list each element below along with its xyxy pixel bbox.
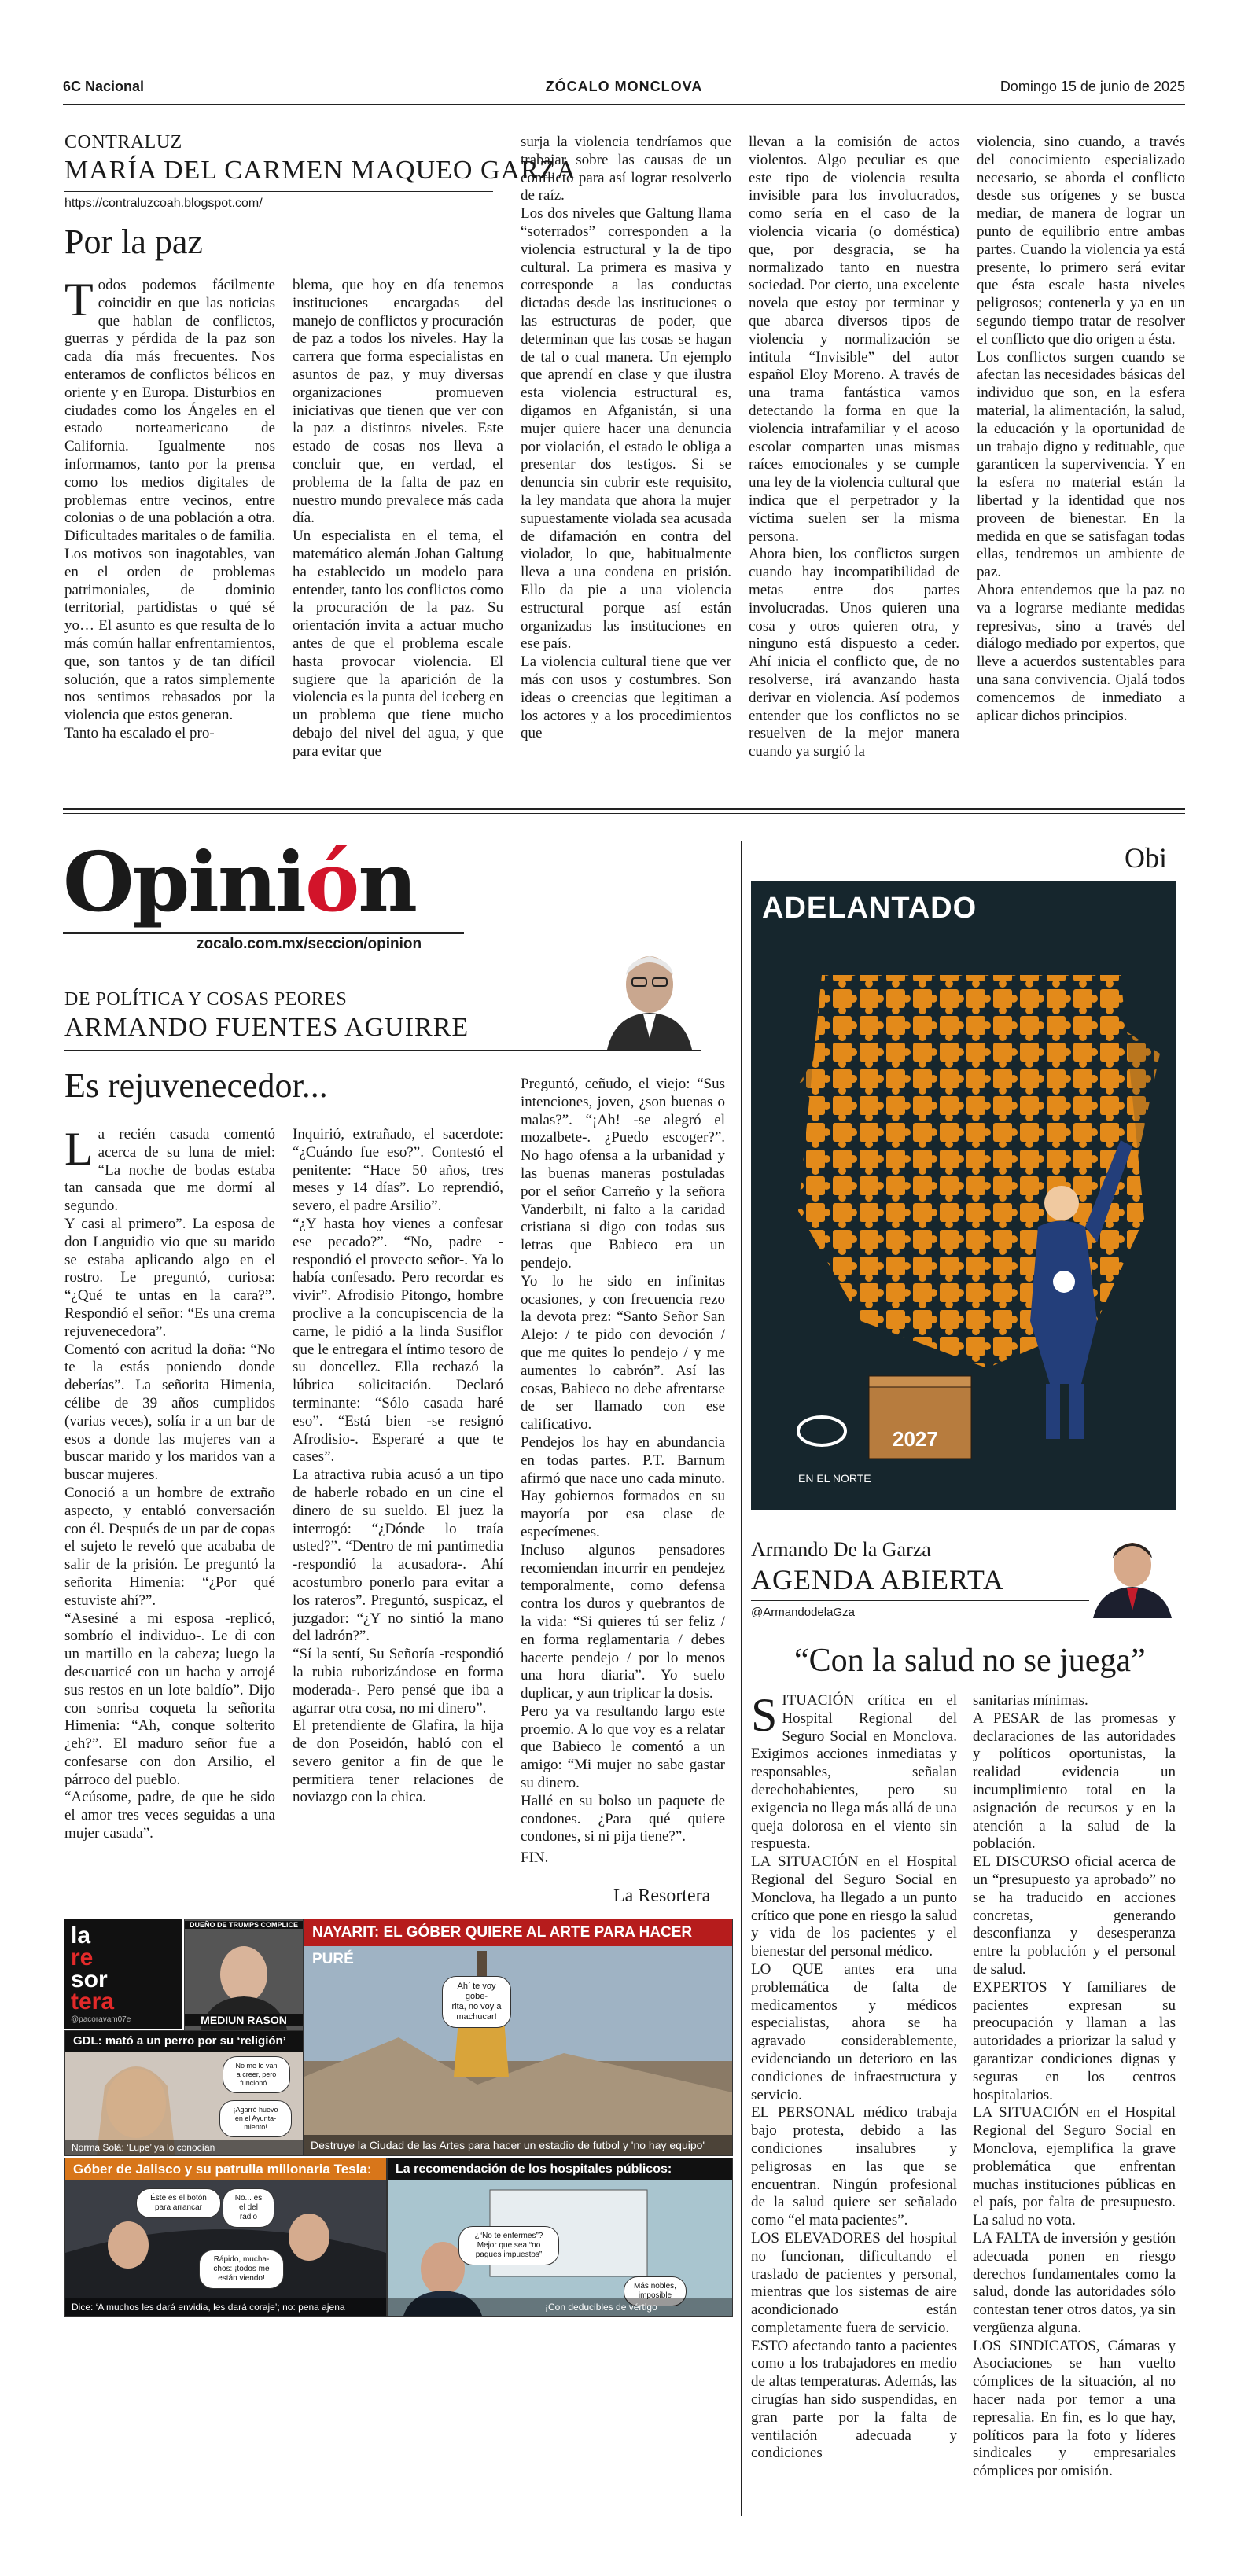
- article-column-2: [293, 277, 503, 761]
- author-underline: [64, 191, 493, 192]
- agenda-title: “Con la salud no se juega”: [794, 1643, 1146, 1679]
- drop-cap: L: [64, 1123, 94, 1175]
- logo-line: sor: [71, 1967, 108, 1993]
- speech-bubble: No... es el del radio: [223, 2188, 274, 2228]
- speech-bubble: Rápido, mucha- chos: ¡todos me están viendo!: [199, 2250, 284, 2289]
- column-divider: [741, 841, 742, 2516]
- speech-bubble: ¡Agarré huevo en el Ayunta- miento!: [219, 2100, 292, 2137]
- panel-title: Góber de Jalisco y su patrulla millonaria Tesla:: [65, 2158, 386, 2180]
- article-text: Inquirió, extrañado, el sacerdote: “¿Cuándo fue eso?”. Contestó el penitente: “Hace 50 años, tres meses y 14 días”. Lo reprendió, severo, el padre Arsilio”. “¿Y hasta hoy vienes a confesar ese pecado?”. “No, padre -respondió el provecto señor-. Ya lo había confesado. Pero recordar es vivir”. Afrodisio Pitongo, hombre proclive a la concupiscencia de la carne, le pidió a la linda Susiflor que le entregara el íntimo tesoro de su doncellez. Ella rechazó la lúbrica solicitación. Declaró terminante: “Sólo casada haré eso”. “Está bien -se resignó Afrodisio-. Esperaré a que te cases”. La atractiva rubia acusó a un tipo de haberle robado en un cine el dinero de su sueldo. El juez la interrogó: “¿Dónde lo traía usted?”. “Dentro de mi pantimedia -respondió la acusadora-. Ahí acostumbro ponerlo para evitar a los rateros”. Preguntó, suspicaz, el juzgador: “¿Y no sintió la mano del ladrón?”. “Sí la sentí, Su Señoría -respondió la rubia ruborizándose en forma moderada-. Pero pensé que iba a agarrar otra cosa, no mi dinero”. El pretendiente de Glafira, la hija de don Poseidón, habló con el severo genitor a fin de que le permitiera tener relaciones de noviazgo con la chica.: [293, 1126, 504, 1806]
- column-kicker: CONTRALUZ: [64, 132, 182, 153]
- agenda-text: sanitarias mínimas. A PESAR de las promesas y declaraciones de las autoridades y políticos oportunistas, la realidad evidencia un incumplimiento total en la asignación de recursos y en la atención a la salud de la población. EL DISCURSO oficial acerca de un “presupuesto ya aprobado” no se ha traducido en acciones concretas, generando desconfianza y desesperanza entre la población y el personal de salud. EXPERTOS Y familiares de pacientes expresan su preocupación y llaman a las autoridades a priorizar la salud y garantizar condiciones dignas y seguras en los centros hospitalarios. LA SITUACIÓN en el Hospital Regional del Seguro Social en Monclova, ejemplifica la grave problemática que enfrentan muchas instituciones públicas en el país, por falta de presupuesto. La salud no vota. LA FALTA de inversión y gestión adecuada ponen en riesgo derechos fundamentales como la salud, donde las autoridades sólo contestan tener otros datos, ya sin vergüenza alguna. LOS SINDICATOS, Cámaras y Asociaciones se han vuelto cómplices de la situación, al no hacer nada por temor a una represalia. En fin, es lo que hay, políticos para la foto y líderes sindicales y empresariales cómplices por omisión.: [973, 1692, 1176, 2480]
- cartoonist-name: Obi: [1125, 842, 1167, 874]
- drop-cap: S: [751, 1689, 778, 1741]
- agenda-handle[interactable]: @ArmandodelaGza: [751, 1606, 855, 1619]
- section-divider: [63, 808, 1185, 810]
- resortera-panel-nayarit: [304, 1919, 733, 2156]
- resortera-panel-hospitales: [387, 2158, 733, 2317]
- agenda-column-2: [973, 1692, 1176, 2481]
- opinion-logo-end: n: [358, 834, 416, 930]
- article-column-4: [749, 134, 959, 761]
- resortera-strip: [184, 1919, 304, 2030]
- article-title: Es rejuvenecedor...: [64, 1066, 328, 1105]
- article-text: llevan a la comisión de actos violentos. Algo peculiar es que este tipo de violencia resulta invisible para los involucrados, como sería en el caso de la violencia vicaria (o doméstica) que, por desgracia, se ha normalizado tanto en nuestra sociedad. Por cierto, una excelente novela que estoy por terminar y que abarca diversos tipos de violencia y normalización se intitula “Invisible” del autor español Eloy Moreno. A través de una trama fantástica vamos detectando la forma en que la violencia intrafamiliar y el acoso escolar comparten unas mismas raíces emocionales y se cumple una ley de la violencia cultural que indica que el perpetrador y la víctima suelen ser la misma persona. Ahora bien, los conflictos surgen cuando hay incompatibilidad de metas entre dos partes involucradas. Unos quieren una cosa y otros quieren otra, y ninguno está dispuesto a ceder. Ahí inicia el conflicto que, de no resolverse, irá avanzando hasta derivar en violencia. Así podemos entender que los conflictos no se resuelven de la mejor manera cuando ya surgió la: [749, 134, 959, 760]
- resortera-title: La Resortera: [613, 1886, 711, 1906]
- logo-line: tera: [71, 1989, 115, 2015]
- newspaper-name: ZÓCALO MONCLOVA: [545, 79, 703, 94]
- speech-bubble: Ahí te voy gobe- rita, no voy a machucar!: [442, 1976, 511, 2028]
- opinion-logo-accent: ó: [304, 834, 359, 930]
- article-column-1: [64, 274, 275, 743]
- agenda-author: Armando De la Garza: [751, 1538, 931, 1561]
- cartoon-signature: EN EL NORTE: [798, 1472, 871, 1485]
- article-column-1: [64, 1123, 275, 1843]
- column-kicker: DE POLÍTICA Y COSAS PEORES: [64, 989, 348, 1010]
- drop-cap: T: [64, 274, 94, 326]
- column-author: MARÍA DEL CARMEN MAQUEO GARZA: [64, 156, 577, 185]
- panel-caption: ¡Con deducibles de vértigo: [388, 2298, 732, 2316]
- panel-caption: Destruye la Ciudad de las Artes para hacer un estadio de futbol y 'no hay equipo': [304, 2135, 732, 2155]
- speech-bubble: ¿“No te enfermes”? Mejor que sea “no pagues impuestos”: [458, 2226, 559, 2265]
- section-divider-thin: [63, 813, 1185, 814]
- agenda-column-1: [751, 1689, 957, 2463]
- author-photo: [599, 944, 700, 1050]
- article-text: odos podemos fácilmente coincidir en que las noticias que hablan de conflictos, guerras y pérdida de la paz son cada día más frecuentes. Nos enteramos de conflictos bélicos en oriente y en Europa. Disturbios en ciudades como los Ángeles en el estado norteamericano de California. Igualmente nos informamos, tanto por la prensa como los medios digitales de problemas entre vecinos, entre colonias o de una población a otra. Dificultades maritales o de familia. Los motivos son inagotables, van en el orden de problemas patrimoniales, de dominio territorial, partidistas o qué sé yo… El asunto es que resulta de lo más común hallar enfrentamientos, que, son tantos y de tan difícil solución, que a ratos simplemente nos sentimos rebasados por la violencia que estos generan. Tanto ha escalado el pro-: [64, 277, 275, 742]
- panel-caption: Norma Solá: ‘Lupe’ ya lo conocían: [65, 2140, 303, 2155]
- cartoon-title: ADELANTADO: [762, 892, 977, 925]
- resortera-handle: @pacoravam07e: [71, 2015, 131, 2024]
- author-photo: [1089, 1532, 1176, 1618]
- cartoon-box-label: 2027: [893, 1427, 938, 1451]
- speech-bubble: Éste es el botón para arrancar: [136, 2188, 221, 2218]
- article-column-2: [293, 1126, 503, 1807]
- resortera-panel-jalisco: [64, 2158, 387, 2317]
- speech-bubble: Más nobles, imposible: [624, 2276, 687, 2306]
- article-text: blema, que hoy en día tenemos instituciones encargadas del manejo de conflictos y procuración de paz a todos los niveles. Hay la carrera que forma especialistas en asuntos de paz, y muy diversas organizaciones promueven iniciativas que tienen que ver con la paz a distintos niveles. Este estado de cosas nos lleva a concluir que, en verdad, el problema de la falta de paz en nuestro mundo prevalece más cada día. Un especialista en el tema, el matemático alemán Johan Galtung ha establecido un modelo para entender, tanto los conflictos como la procuración de la paz. Su orientación invita a actuar mucho antes de que el problema escale hasta provocar violencia. El sugiere que la aparición de la violencia es la punta del iceberg en un problema que tiene mucho debajo del nivel del agua, y que para evitar que: [293, 277, 504, 760]
- logo-line: la: [71, 1923, 91, 1949]
- article-column-3: [521, 134, 731, 743]
- article-end-mark: FIN.: [521, 1849, 549, 1867]
- panel-title: GDL: mató a un perro por su ‘religión’: [65, 2031, 303, 2052]
- opinion-url[interactable]: zocalo.com.mx/seccion/opinion: [197, 936, 422, 952]
- section-label: 6C Nacional: [63, 79, 145, 94]
- article-text: surja la violencia tendríamos que trabajar sobre las causas de un conflicto para así lograr resolverlo de raíz. Los dos niveles que Galtung llama “soterrados” corresponden a la violencia estructural y la de tipo cultural. La primera es masiva y corresponde a las conductas dictadas desde las instituciones o las estructuras de poder, que determinan que las cosas se hagan de tal o cual manera. Un ejemplo que aprendí en clase y que ilustra esta violencia estructural es, digamos en Afganistán, si una mujer quiere hacer una denuncia por violación, el estado le obliga a presentar dos testigos. Si se denuncia sin cubrir este requisito, la ley mandata que ahora la mujer supuestamente violada sea acusada de difamación en contra del violador, lo que, habitualmente lleva a una condena en prisión. Ello da pie a una violencia estructural porque así están organizadas las instituciones en ese país. La violencia cultural tiene que ver más con usos y costumbres. Son ideas o creencias que legitiman a los actores y a los procedimientos que: [521, 134, 731, 742]
- strip-label: MEDIUN RASON: [185, 2014, 303, 2026]
- masthead-rule: [63, 932, 464, 934]
- panel-title: La recomendación de los hospitales públicos:: [388, 2158, 732, 2180]
- agenda-column-name: AGENDA ABIERTA: [751, 1564, 1004, 1595]
- author-underline: [64, 1050, 701, 1051]
- speech-bubble: No me lo van a creer, pero funcionó...: [223, 2056, 290, 2093]
- article-text: Preguntó, ceñudo, el viejo: “Sus intenciones, joven, ¿son buenas o malas?”. “¡Ah! -se alegró el mozalbete-. ¿Puedo escoger?”. No hago ofensa a la urbanidad y las buenas maneras postuladas por el señor Carreño y la señora Vanderbilt, ni falto a la caridad cristiana si digo con todas sus letras que Babieco era un pendejo. Yo lo he sido en infinitas ocasiones, y con frecuencia rezo la devota prez: “Santo Señor San Alejo: / te pido con devoción / que me quites lo pendejo / y me aumentes lo cabrón”. Así las cosas, Babieco no debe afrentarse de ser llamado con ese calificativo. Pendejos los hay en abundancia en todas partes. P.T. Barnum afirmó que nace uno cada minuto. Hay gobiernos formados en su mayoría por esa clase de especímenes. Incluso algunos pensadores recomiendan incurrir en pendejez temporalmente, como defensa contra los duros y quebrantos de la vida: “Si quieres tú ser feliz / en forma reglamentaria / debes hacerte pendejo / por lo menos una hora diaria”. Yo suelo duplicar, y aun triplicar la dosis. Pero ya va resultando largo este proemio. A lo que voy es a relatar que Babieco le comentó a un amigo: “Mi mujer no sabe gastar su dinero. Hallé en su bolso un paquete de condones. ¿Para qué quiere condones, si ni pija tiene?”.: [521, 1076, 725, 1846]
- author-blog-link[interactable]: https://contraluzcoah.blogspot.com/: [64, 197, 263, 210]
- panel-title: NAYARIT: EL GÓBER QUIERE AL ARTE PARA HACER PURÉ: [304, 1919, 732, 1946]
- article-title: Por la paz: [64, 223, 203, 261]
- opinion-logo-text: Opini: [63, 834, 305, 930]
- logo-line: re: [71, 1945, 94, 1971]
- editorial-cartoon: [751, 881, 1176, 1510]
- article-text: a recién casada comentó acerca de su luna de miel: “La noche de bodas estaba tan cansada que me dormí al segundo. Y casi al primero”. La esposa de don Languidio vio que su marido se estaba aplicando algo en el rostro. Le preguntó, curiosa: “¿Qué te untas en la cara?”. Respondió el señor: “Es una crema rejuvenecedora”. Comentó con acritud la doña: “No te la estás poniendo donde deberías”. La señorita Himenia, célibe de 39 años cumplidos (varias veces), solía ir a un bar de esos a donde las mujeres van a buscar marido y los maridos van a buscar mujeres. Conoció a un hombre de extraño aspecto, y entabló conversación con él. Después de un par de copas el sujeto le reveló que acababa de salir de la prisión. Le preguntó la señorita Himenia: “¿Por qué estuviste ahí?”. “Asesiné a mi esposa -replicó, sombrío el individuo-. Le di con un martillo en la cabeza; luego la descuarticé con un hacha y arrojé sus restos en un lote baldío”. Dijo con sonrisa coqueta la señorita Himenia: “Ah, conque solterito ¿eh?”. El maduro señor fue a confesarse con don Arsilio, el párroco del pueblo. “Acúsome, padre, de que he sido el amor tres veces seguidas a una mujer casada”.: [64, 1126, 275, 1842]
- page-date: Domingo 15 de junio de 2025: [1000, 79, 1185, 94]
- header-rule: [63, 104, 1185, 105]
- article-text: violencia, sino cuando, a través del conocimiento especializado necesario, se aborda el conflicto desde sus orígenes y se busca mediar, de manera de lograr un punto de equilibrio entre ambas partes. Cuando la violencia ya está presente, lo primero será evitar que ésta escale hasta niveles peligrosos; contenerla y ya en un segundo tiempo tratar de resolver el conflicto que dio origen a ésta. Los conflictos surgen cuando se afectan las necesidades básicas del individuo que son, en la esfera material, la alimentación, la salud, la educación y la oportunidad de un trabajo digno y redituable, que garanticen la supervivencia. Y en la esfera no material están la libertad y la identidad que nos proveen de bienestar. En la medida en que se satisfagan todas ellas, tendremos un ambiente de paz. Ahora entendemos que la paz no va a lograrse mediante medidas represivas, sino a través del diálogo mediado por expertos, que lleve a acuerdos sustentables para una sana convivencia. Ojalá todos comencemos de inmediato a aplicar dichos principios.: [977, 134, 1185, 724]
- article-column-5: [977, 134, 1185, 725]
- strip-label: DUEÑO DE TRUMPS COMPLICE: [185, 1921, 303, 1929]
- article-column-3: [521, 1076, 725, 1868]
- resortera-logo: [64, 1919, 182, 2029]
- opinion-logo: [63, 834, 416, 930]
- agenda-text: ITUACIÓN crítica en el Hospital Regional del Seguro Social en Monclova. Exigimos acciones inmediatas y responsables, señalan derechohabientes, pero su exigencia no llega más allá de una queja dolorosa en el viento sin respuesta. LA SITUACIÓN en el Hospital Regional del Seguro Social en Monclova, ha llegado a un punto crítico que pone en riesgo la salud y vida de los pacientes y el bienestar del personal médico. LO QUE antes era una problemática de falta de medicamentos y médicos especialistas, ahora se ha agravado considerablemente, evidenciando un deterioro en las condiciones de infraestructura y servicio. EL PERSONAL médico trabaja bajo protesta, debido a las condiciones insalubres y peligrosas en las que se encuentran. Ningún profesional de la salud quiere ser señalado como “el mata pacientes”. LOS ELEVADORES del hospital no funcionan, dificultando el traslado de pacientes y personal, mientras que los sistemas de aire acondicionado están completamente fuera de servicio. ESTO afectando tanto a pacientes como a los trabajadores en medio de altas temperaturas. Además, las cirugías han sido suspendidas, en gran parte por la falta de ventilación adecuada y condiciones: [751, 1692, 957, 2462]
- resortera-panel-gdl: [64, 2030, 304, 2156]
- panel-caption: Dice: ‘A muchos les dará envidia, les dará coraje’; no: pena ajena: [65, 2298, 386, 2316]
- column-author: ARMANDO FUENTES AGUIRRE: [64, 1013, 469, 1042]
- page-header: [63, 79, 1185, 102]
